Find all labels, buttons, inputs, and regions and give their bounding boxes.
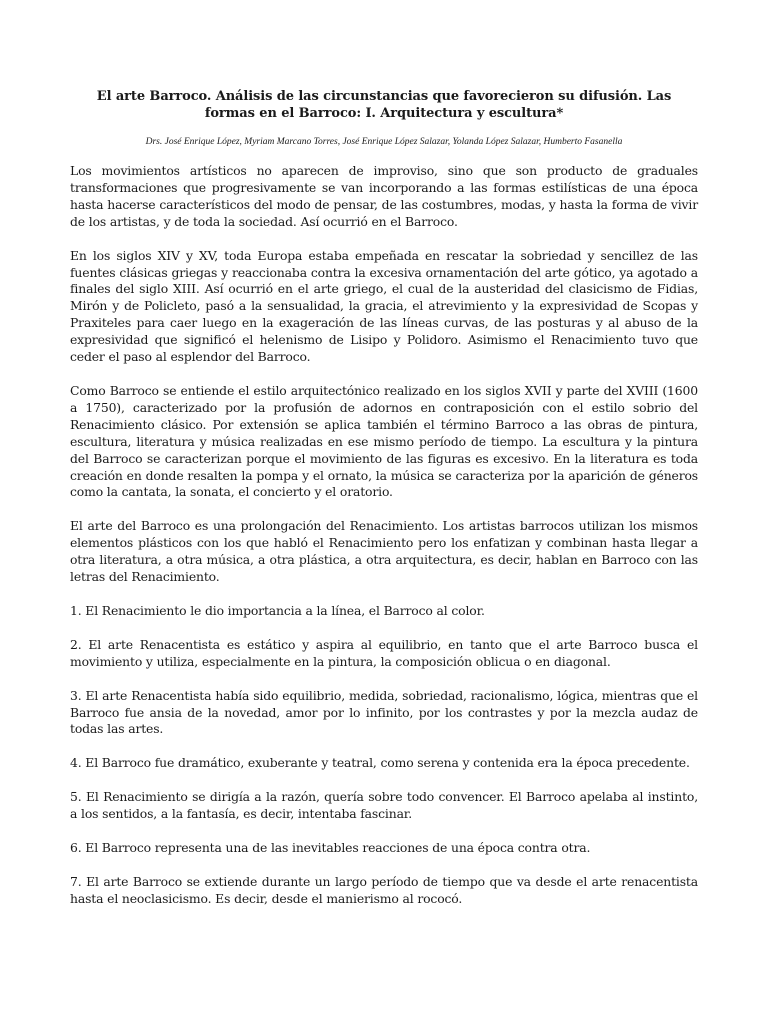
list-item-3: 3. El arte Renacentista había sido equilibrio, medida, sobriedad, racionalismo, lógica, mientras que el Barroco fue ansia de la novedad, amor por lo infinito, por los contrastes y por la mezcla audaz de todas las artes. [70, 687, 698, 737]
paragraph-siglos: En los siglos XIV y XV, toda Europa estaba empeñada en rescatar la sobriedad y sencillez de las fuentes clásicas griegas y reaccionaba contra la excesiva ornamentación del arte gótico, ya agotado a finales del siglo XIII. Así ocurrió en el arte griego, el cual de la austeridad del clasicismo de Fidias, Mirón y de Policleto, pasó a la sensualidad, la gracia, el atrevimiento y la expresividad de Scopas y Praxiteles para caer luego en la exageración de las líneas curvas, de las posturas y al abuso de la expresividad que significó el helenismo de Lisipo y Polidoro. Asimismo el Renacimiento tuvo que ceder el paso al esplendor del Barroco. [70, 247, 698, 365]
list-item-7: 7. El arte Barroco se extiende durante un largo período de tiempo que va desde el arte renacentista hasta el neoclasicismo. Es decir, desde el manierismo al rococó. [70, 874, 698, 906]
document-page [70, 88, 698, 925]
list-item-4: 4. El Barroco fue dramático, exuberante y teatral, como serena y contenida era la época precedente. [70, 755, 690, 771]
list-item-6: 6. El Barroco representa una de las inevitables reacciones de una época contra otra. [70, 840, 591, 856]
paragraph-prolongacion: El arte del Barroco es una prolongación del Renacimiento. Los artistas barrocos utilizan los mismos elementos plásticos con los que habló el Renacimiento pero los enfatizan y combinan hasta llegar a otra literatura, a otra música, a otra plástica, a otra arquitectura, es decir, hablan en Barroco con las letras del Renacimiento. [70, 518, 698, 585]
paragraph-definicion: Como Barroco se entiende el estilo arquitectónico realizado en los siglos XVII y parte del XVIII (1600 a 1750), caracterizado por la profusión de adornos en contraposición con el estilo sobrio del Renacimiento clásico. Por extensión se aplica también el término Barroco a las obras de pintura, escultura, literatura y música realizadas en ese mismo período de tiempo. La escultura y la pintura del Barroco se caracterizan porque el movimiento de las figuras es excesivo. En la literatura es toda creación en donde resalten la pompa y el ornato, la música se caracteriza por la aparición de géneros como la cantata, la sonata, el concierto y el oratorio. [70, 382, 698, 500]
paragraph-intro: Los movimientos artísticos no aparecen de improviso, sino que son producto de graduales transformaciones que progresivamente se van incorporando a las formas estilísticas de una época hasta hacerse característicos del modo de pensar, de las costumbres, modas, y hasta la forma de vivir de los artistas, y de toda la sociedad. Así ocurrió en el Barroco. [70, 163, 698, 229]
list-item-5: 5. El Renacimiento se dirigía a la razón, quería sobre todo convencer. El Barroco apelaba al instinto, a los sentidos, a la fantasía, es decir, intentaba fascinar. [70, 789, 698, 822]
document-authors: Drs. José Enrique López, Myriam Marcano Torres, José Enrique López Salazar, Yolanda López Salazar, Humberto Fasanella [145, 137, 623, 147]
document-title: El arte Barroco. Análisis de las circunstancias que favorecieron su difusión. Las formas en el Barroco: I. Arquitectura y escultura* [96, 89, 672, 121]
list-item-2: 2. El arte Renacentista es estático y aspira al equilibrio, en tanto que el arte Barroco busca el movimiento y utiliza, especialmente en la pintura, la composición oblicua o en diagonal. [70, 636, 698, 669]
list-item-1: 1. El Renacimiento le dio importancia a la línea, el Barroco al color. [70, 602, 485, 618]
